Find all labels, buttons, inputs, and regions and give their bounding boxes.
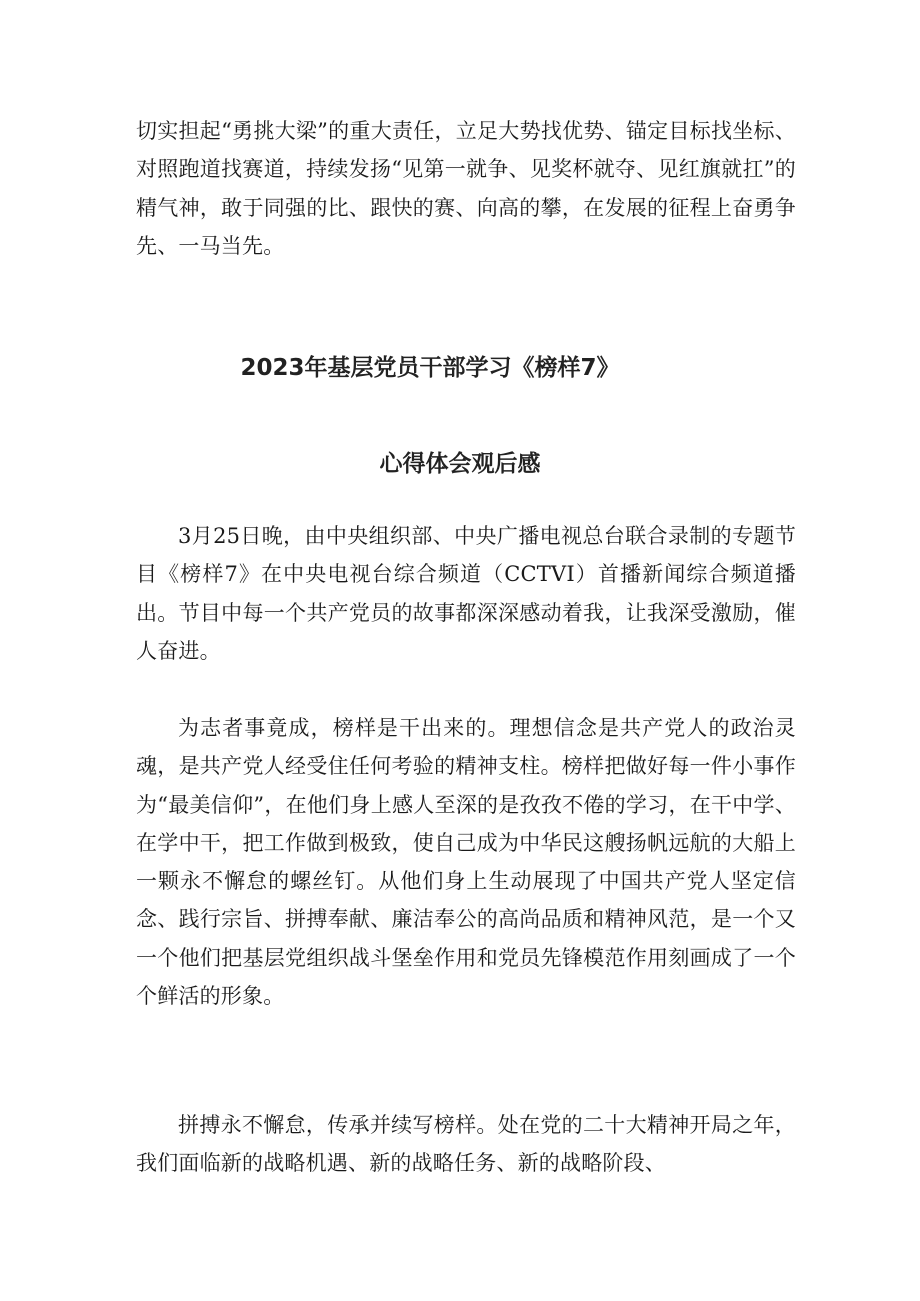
document-title: 2023年基层党员干部学习《榜样7》 (240, 355, 620, 381)
body-paragraph-1: 3月25日晚，由中央组织部、中央广播电视总台联合录制的专题节目《榜样7》在中央电视台综合频道（CCTVI）首播新闻综合频道播出。节目中每一个共产党员的故事都深深感动着我，让我深受激励，催人奋进。 (136, 524, 796, 663)
continued-paragraph: 切实担起“勇挑大梁”的重大责任，立足大势找优势、锚定目标找坐标、对照跑道找赛道，持续发扬“见第一就争、见奖杯就夺、见红旗就扛”的精气神，敢于同强的比、跟快的赛、向高的攀，在发展的征程上奋勇争先、一马当先。 (136, 119, 796, 258)
document-subtitle: 心得体会观后感 (379, 451, 541, 477)
body-paragraph-2: 为志者事竟成，榜样是干出来的。理想信念是共产党人的政治灵魂，是共产党人经受住任何考验的精神支柱。榜样把做好每一件小事作为“最美信仰”，在他们身上感人至深的是孜孜不倦的学习，在干中学、在学中干，把工作做到极致，使自己成为中华民这艘扬帆远航的大船上一颗永不懈怠的螺丝钉。从他们身上生动展现了中国共产党人坚定信念、践行宗旨、拼搏奉献、廉洁奉公的高尚品质和精神风范，是一个又一个他们把基层党组织战斗堡垒作用和党员先锋模范作用刻画成了一个个鲜活的形象。 (136, 716, 796, 1009)
body-paragraph-3: 拼搏永不懈怠，传承并续写榜样。处在党的二十大精神开局之年，我们面临新的战略机遇、新的战略任务、新的战略阶段、 (136, 1113, 796, 1176)
